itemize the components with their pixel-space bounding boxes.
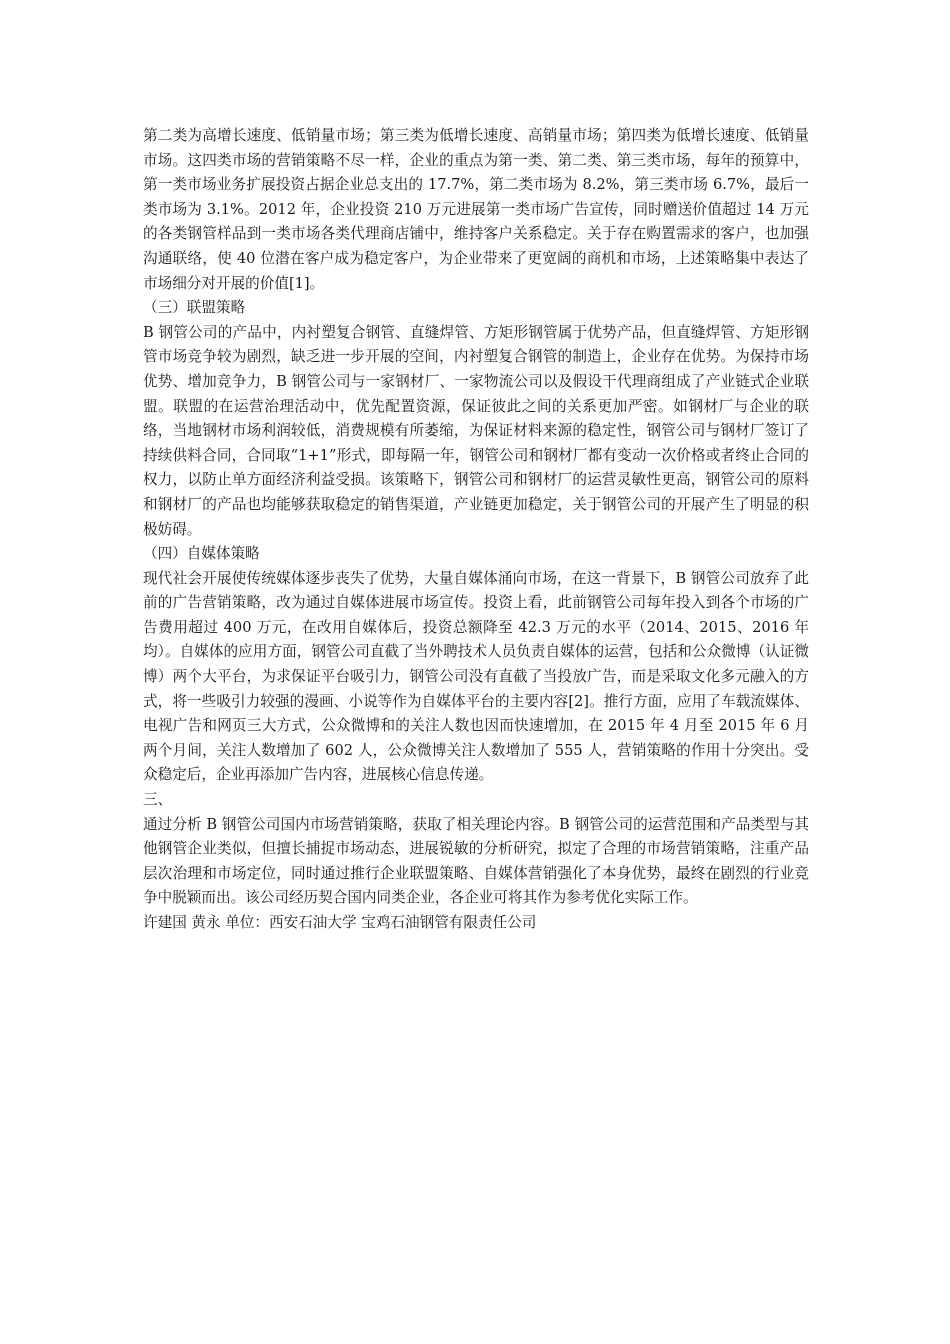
document-page (143, 124, 809, 936)
section-heading-self-media-strategy: （四）自媒体策略 (143, 545, 260, 563)
paragraph-self-media-strategy: 现代社会开展使传统媒体逐步丧失了优势，大量自媒体涌向市场，在这一背景下，B 钢管公司放弃了此前的广告营销策略，改为通过自媒体进展市场宣传。投资上看，此前钢管公司每年投入到各个市场的广告费用超过 400 万元，在改用自媒体后，投资总额降至 42.3 万元的水平（2014、2015、2016 年均）。自媒体的应用方面，钢管公司直截了当外聘技术人员负责自媒体的运营，包括和公众微博（认证微博）两个大平台，为求保证平台吸引力，钢管公司没有直截了当投放广告，而是采取文化多元融入的方式，将一些吸引力较强的漫画、小说等作为自媒体平台的主要内容[2]。推行方面，应用了车载流媒体、电视广告和网页三大方式，公众微博和的关注人数也因而快速增加，在 2015 年 4 月至 2015 年 6 月两个月间，关注人数增加了 602 人，公众微博关注人数增加了 555 人，营销策略的作用十分突出。受众稳定后，企业再添加广告内容，进展核心信息传递。 (143, 569, 809, 784)
paragraph-alliance-strategy: B 钢管公司的产品中，内衬塑复合钢管、直缝焊管、方矩形钢管属于优势产品，但直缝焊管、方矩形钢管市场竞争较为剧烈，缺乏进一步开展的空间，内衬塑复合钢管的制造上，企业存在优势。为保持市场优势、增加竞争力，B 钢管公司与一家钢材厂、一家物流公司以及假设干代理商组成了产业链式企业联盟。联盟的在运营治理活动中，优先配置资源，保证彼此之间的关系更加严密。如钢材厂与企业的联络，当地钢材市场利润较低，消费规模有所萎缩，为保证材料来源的稳定性，钢管公司与钢材厂签订了持续供料合同，合同取“1+1”形式，即每隔一年，钢管公司和钢材厂都有变动一次价格或者终止合同的权力，以防止单方面经济利益受损。该策略下，钢管公司和钢材厂的运营灵敏性更高，钢管公司的原料和钢材厂的产品也均能够获取稳定的销售渠道，产业链更加稳定，关于钢管公司的开展产生了明显的积极妨碍。 (143, 323, 809, 538)
section-heading-conclusion: 三、 (143, 791, 173, 809)
author-affiliation: 许建国 黄永 单位：西安石油大学 宝鸡石油钢管有限责任公司 (143, 914, 537, 931)
paragraph-conclusion: 通过分析 B 钢管公司国内市场营销策略，获取了相关理论内容。B 钢管公司的运营范围和产品类型与其他钢管企业类似，但擅长捕捉市场动态，进展锐敏的分析研究，拟定了合理的市场营销策略，注重产品层次治理和市场定位，同时通过推行企业联盟策略、自媒体营销强化了本身优势，最终在剧烈的行业竞争中脱颖而出。该公司经历契合国内同类企业，各企业可将其作为参考优化实际工作。 (143, 815, 809, 907)
paragraph-market-segmentation: 第二类为高增长速度、低销量市场；第三类为低增长速度、高销量市场；第四类为低增长速度、低销量市场。这四类市场的营销策略不尽一样，企业的重点为第一类、第二类、第三类市场，每年的预算中，第一类市场业务扩展投资占据企业总支出的 17.7%，第二类市场为 8.2%，第三类市场 6.7%，最后一类市场为 3.1%。2012 年，企业投资 210 万元进展第一类市场广告宣传，同时赠送价值超过 14 万元的各类钢管样品到一类市场各类代理商店铺中，维持客户关系稳定。关于存在购置需求的客户，也加强沟通联络，使 40 位潜在客户成为稳定客户，为企业带来了更宽阔的商机和市场，上述策略集中表达了市场细分对开展的价值[1]。 (143, 127, 809, 292)
section-heading-alliance-strategy: （三）联盟策略 (143, 299, 246, 317)
